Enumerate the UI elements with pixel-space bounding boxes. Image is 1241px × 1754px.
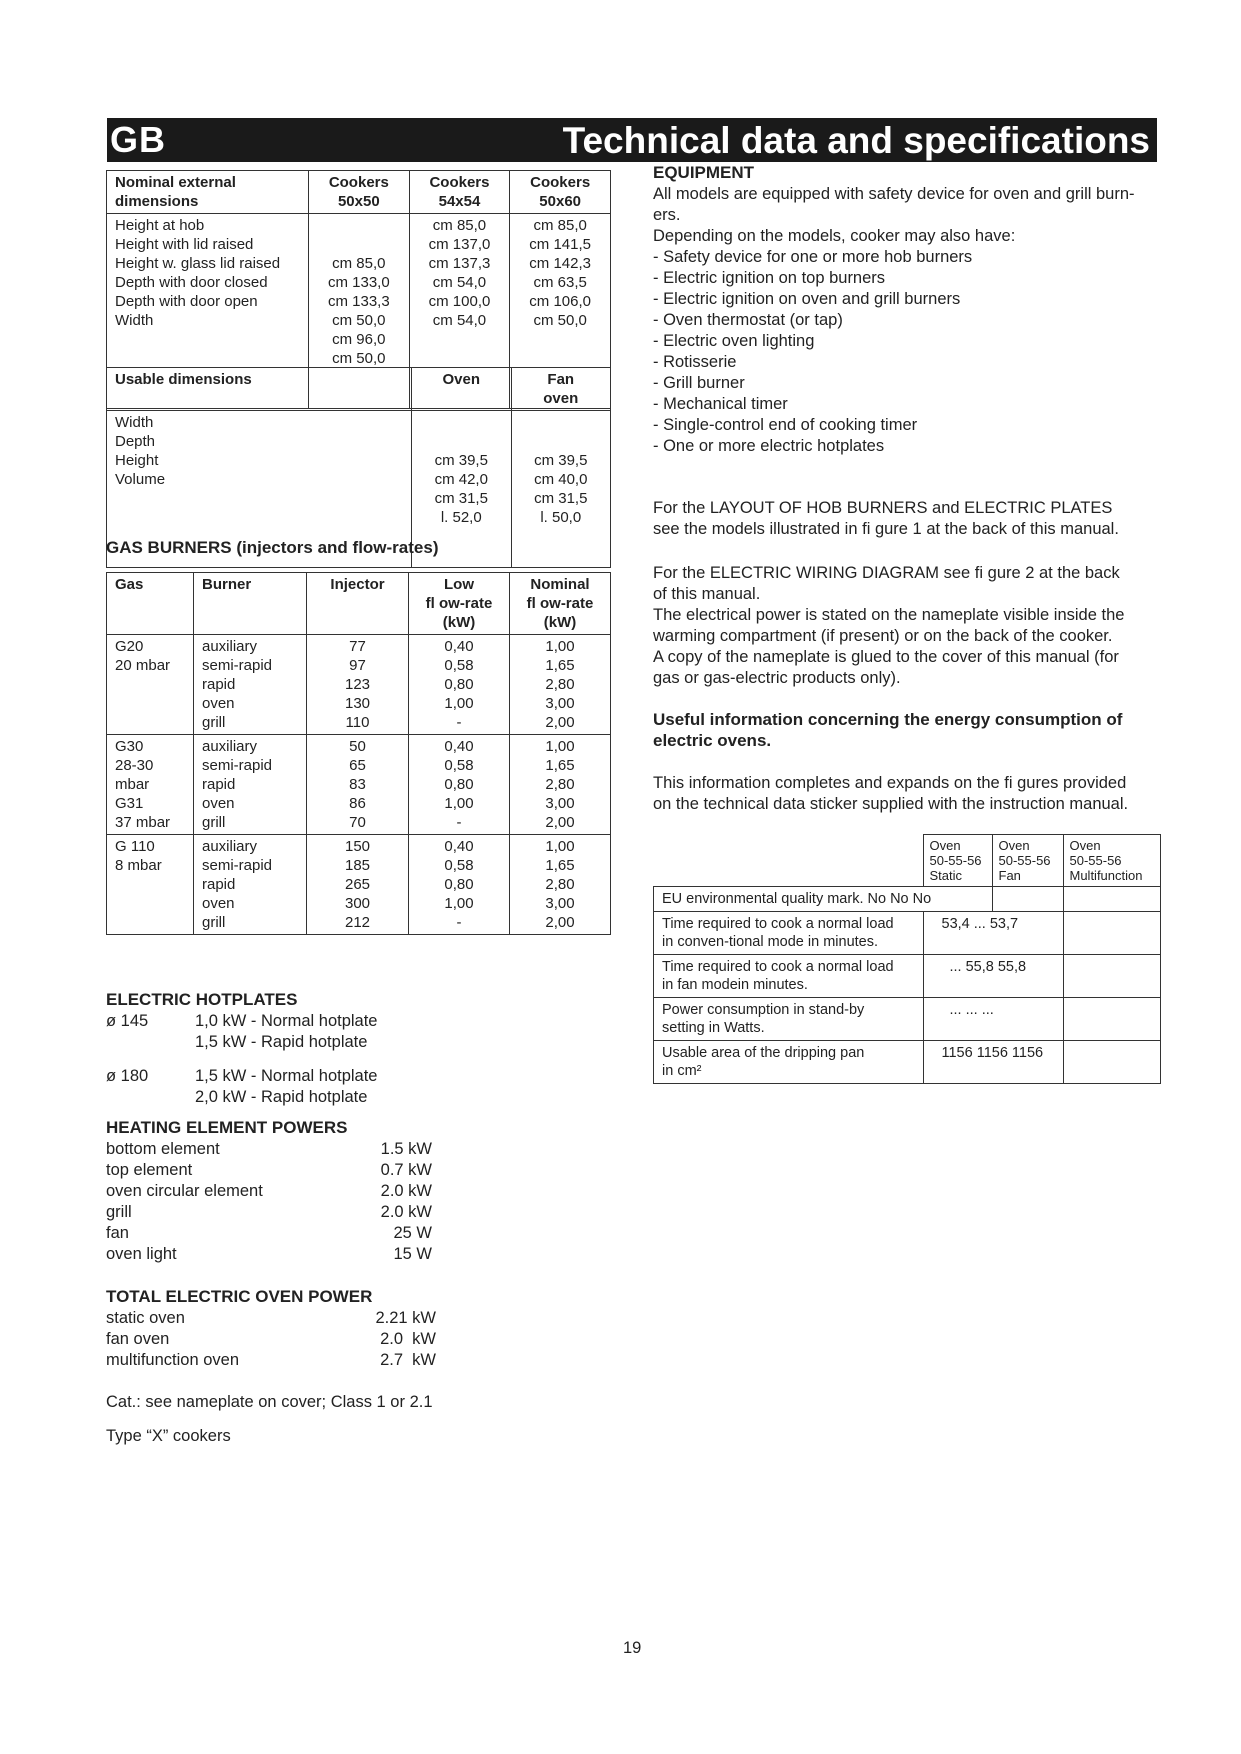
wiring-paragraph: For the ELECTRIC WIRING DIAGRAM see fi gure 2 at the back of this manual. The electrical power is stated on the nameplate visible inside the warming compartment (if present) or on the back of the cooker. A copy of the nameplate is glued to the cover of this manual (for gas or gas-electric products only). (653, 564, 1125, 687)
page-title: Technical data and specifications (562, 120, 1150, 161)
page-number: 19 (623, 1639, 642, 1657)
hotplate-180-size: ø 180 (106, 1067, 149, 1085)
gas-group-g20: G20 20 mbar auxiliary semi-rapid rapid oven grill 77 97 123 130 110 0,40 0,58 0,80 1,00 - 1,00 1,65 2,80 3,00 2,00 (107, 635, 611, 735)
gas-header-low: Low fl ow-rate (kW) (409, 573, 510, 635)
list-item: - Safety device for one or more hob burners (653, 248, 973, 266)
usable-fan-values: cm 39,5 cm 40,0 cm 31,5 l. 50,0 (511, 411, 611, 568)
dimensions-labels: Height at hob Height with lid raised Height w. glass lid raised Depth with door closed Depth with door open Width (107, 214, 309, 409)
list-item: - Single-control end of cooking timer (653, 416, 918, 434)
gas-burners-table (106, 572, 611, 935)
list-item: - Electric oven lighting (653, 332, 815, 350)
hotplates-title: ELECTRIC HOTPLATES (106, 990, 298, 1009)
usable-labels: Width Depth Height Volume (107, 411, 412, 568)
gas-header-injector: Injector (307, 573, 409, 635)
useful-info-title: Useful information concerning the energy consumption of electric ovens. (653, 710, 1123, 750)
energy-head-fan: Oven 50-55-56 Fan (992, 835, 1063, 887)
energy-head-multifunction: Oven 50-55-56 Multifunction (1063, 835, 1161, 887)
hotplate-180-specs: 1,5 kW - Normal hotplate 2,0 kW - Rapid hotplate (195, 1067, 378, 1106)
table-row: Time required to cook a normal load in conven-tional mode in minutes. 53,4 ... 53,7 (654, 912, 1161, 955)
list-item: - Rotisserie (653, 353, 737, 371)
usable-header-oven: Oven (412, 368, 512, 411)
usable-header-fan: Fan oven (511, 368, 611, 411)
dimensions-header-1: Cookers 50x50 (309, 171, 410, 214)
energy-table (653, 834, 1161, 1084)
list-item: - Mechanical timer (653, 395, 788, 413)
list-item: - Electric ignition on top burners (653, 269, 886, 287)
gas-burners-title: GAS BURNERS (injectors and flow-rates) (106, 538, 439, 557)
equipment-intro: All models are equipped with safety device for oven and grill burn- ers. (653, 185, 1135, 224)
table-row: Time required to cook a normal load in fan modein minutes. ... 55,8 55,8 (654, 955, 1161, 998)
equipment-depending: Depending on the models, cooker may also have: (653, 227, 1016, 245)
type-note: Type “X” cookers (106, 1427, 231, 1445)
usable-header-0: Usable dimensions (107, 368, 412, 411)
table-row: Power consumption in stand-by setting in Watts. ... ... ... (654, 998, 1161, 1041)
dimensions-col-50x50: cm 85,0 cm 133,0 cm 133,3 cm 50,0 cm 96,0 cm 50,0 (309, 214, 410, 409)
equipment-list (653, 247, 972, 457)
total-power-list: static oven 2.21 kW fan oven 2.0 kW multifunction oven 2.7 kW (106, 1309, 436, 1369)
total-power-title: TOTAL ELECTRIC OVEN POWER (106, 1287, 373, 1306)
dimensions-col-50x60: cm 85,0 cm 141,5 cm 142,3 cm 63,5 cm 106,0 cm 50,0 (510, 214, 611, 409)
dimensions-header-0: Nominal external dimensions (107, 171, 309, 214)
list-item: - Oven thermostat (or tap) (653, 311, 843, 329)
language-code: GB (110, 119, 166, 160)
usable-oven-values: cm 39,5 cm 42,0 cm 31,5 l. 52,0 (412, 411, 512, 568)
equipment-title: EQUIPMENT (653, 163, 755, 182)
category-note: Cat.: see nameplate on cover; Class 1 or 2.1 (106, 1393, 433, 1411)
table-row: EU environmental quality mark. No No No (654, 887, 1161, 912)
heating-title: HEATING ELEMENT POWERS (106, 1118, 348, 1137)
completes-paragraph: This information completes and expands on the fi gures provided on the technical data sticker supplied with the instruction manual. (653, 774, 1129, 813)
gas-group-g110: G 110 8 mbar auxiliary semi-rapid rapid oven grill 150 185 265 300 212 0,40 0,58 0,80 1,00 - 1,00 1,65 2,80 3,00 2,00 (107, 835, 611, 935)
layout-paragraph: For the LAYOUT OF HOB BURNERS and ELECTRIC PLATES see the models illustrated in fi gure 1 at the back of this manual. (653, 499, 1119, 538)
list-item: - Grill burner (653, 374, 745, 392)
hotplate-145-size: ø 145 (106, 1012, 149, 1030)
gas-header-nominal: Nominal fl ow-rate (kW) (510, 573, 611, 635)
energy-head-static: Oven 50-55-56 Static (923, 835, 992, 887)
dimensions-header-2: Cookers 54x54 (409, 171, 510, 214)
hotplate-145-specs: 1,0 kW - Normal hotplate 1,5 kW - Rapid hotplate (195, 1012, 378, 1051)
table-row: Usable area of the dripping pan in cm² 1156 1156 1156 (654, 1041, 1161, 1084)
dimensions-col-54x54: cm 85,0 cm 137,0 cm 137,3 cm 54,0 cm 100,0 cm 54,0 (409, 214, 510, 409)
dimensions-header-3: Cookers 50x60 (510, 171, 611, 214)
gas-header-burner: Burner (194, 573, 307, 635)
gas-group-g30: G30 28-30 mbar G31 37 mbar auxiliary semi-rapid rapid oven grill 50 65 83 86 70 0,40 0,58 0,80 1,00 - 1,00 1,65 2,80 3,00 2,00 (107, 735, 611, 835)
list-item: - Electric ignition on oven and grill burners (653, 290, 961, 308)
heating-list: bottom element 1.5 kW top element 0.7 kW oven circular element 2.0 kW grill 2.0 kW fan 25 W oven light 15 W (106, 1140, 432, 1263)
list-item: - One or more electric hotplates (653, 437, 885, 455)
gas-header-gas: Gas (107, 573, 194, 635)
